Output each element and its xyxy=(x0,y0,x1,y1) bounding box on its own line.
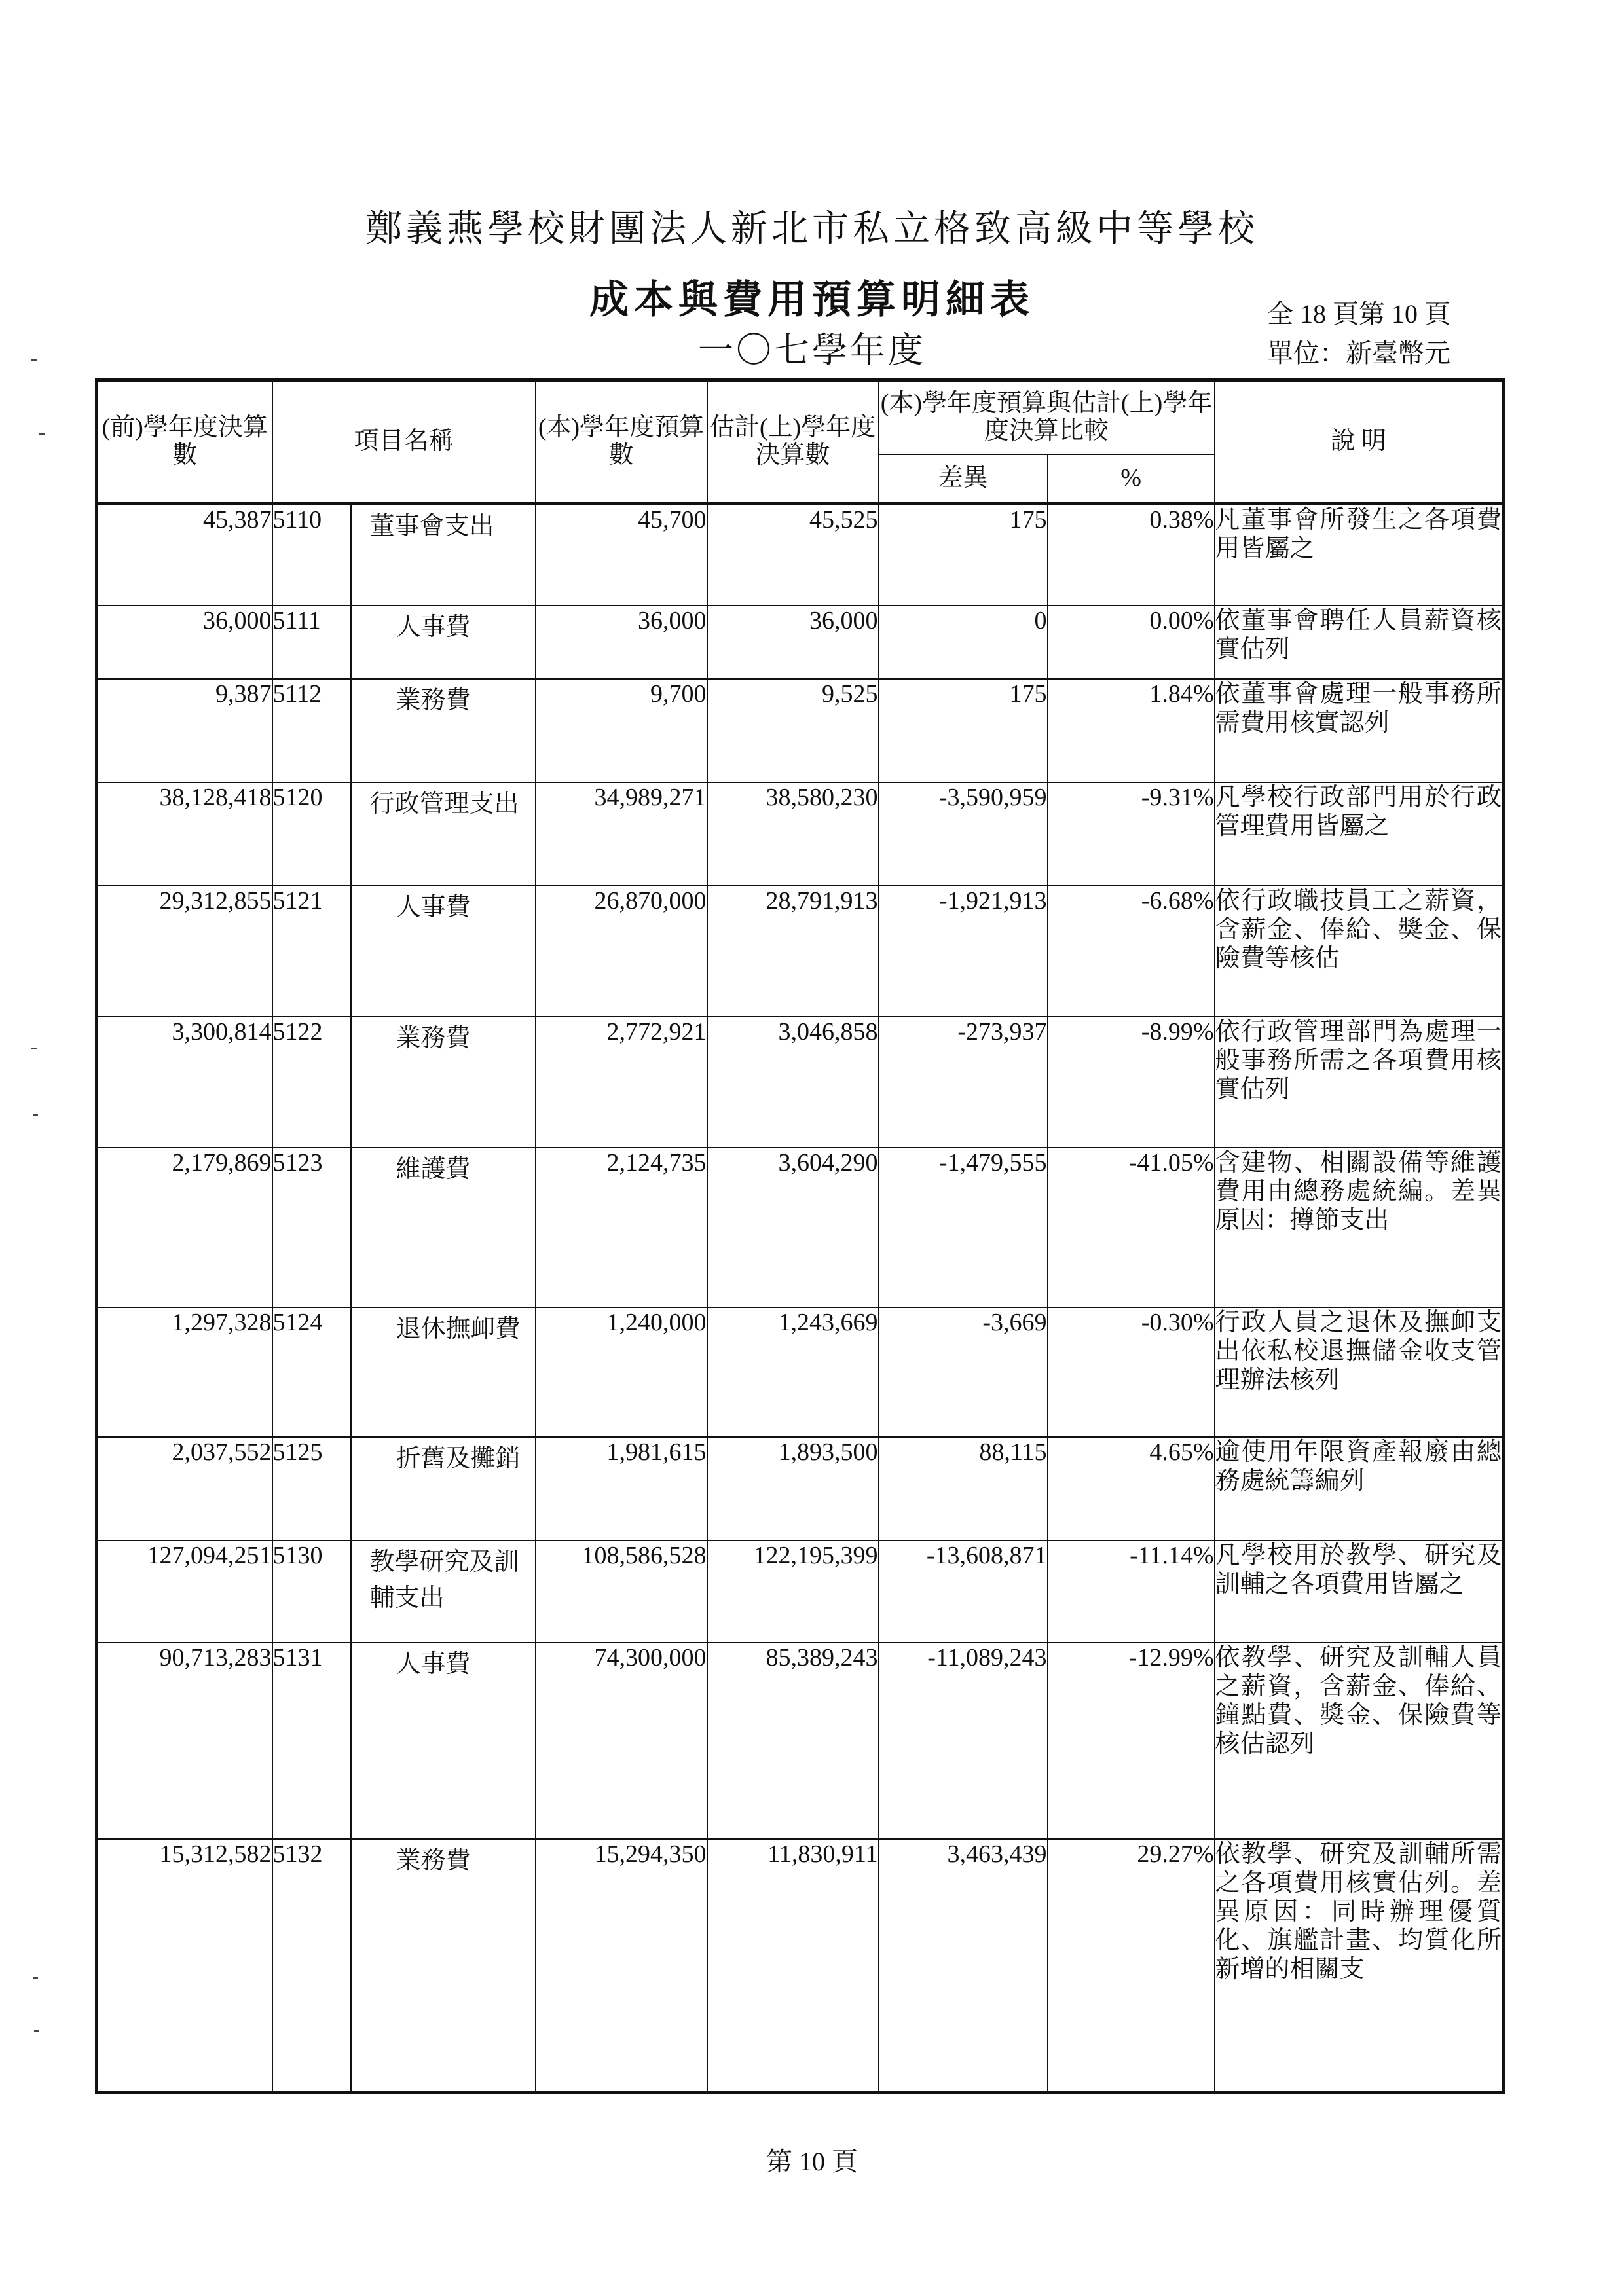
difference-percent: -12.99% xyxy=(1048,1643,1215,1839)
account-code: 5123 xyxy=(272,1148,351,1307)
prev-year-actual: 9,387 xyxy=(97,679,272,782)
scan-mark xyxy=(33,1977,38,1979)
header-difference: 差異 xyxy=(879,454,1048,504)
difference-percent: 0.00% xyxy=(1048,606,1215,679)
difference-percent: -41.05% xyxy=(1048,1148,1215,1307)
explanation: 行政人員之退休及撫卹支出依私校退撫儲金收支管理辦法核列 xyxy=(1215,1307,1504,1437)
table-row xyxy=(97,1148,1504,1307)
explanation: 凡學校行政部門用於行政管理費用皆屬之 xyxy=(1215,782,1504,886)
table-row xyxy=(97,1540,1504,1643)
prev-year-actual: 3,300,814 xyxy=(97,1017,272,1148)
item-name: 人事費 xyxy=(351,606,536,679)
estimated-actual: 85,389,243 xyxy=(707,1643,879,1839)
item-name: 人事費 xyxy=(351,1643,536,1839)
page-info: 全 18 頁第 10 頁 xyxy=(1267,299,1450,329)
table-row xyxy=(97,504,1504,606)
prev-year-actual: 29,312,855 xyxy=(97,886,272,1017)
table-row xyxy=(97,1839,1504,2093)
current-budget: 2,124,735 xyxy=(536,1148,707,1307)
prev-year-actual: 2,037,552 xyxy=(97,1437,272,1540)
difference: -273,937 xyxy=(879,1017,1048,1148)
prev-year-actual: 38,128,418 xyxy=(97,782,272,886)
current-budget: 34,989,271 xyxy=(536,782,707,886)
explanation: 依行政職技員工之薪資，含薪金、俸給、獎金、保險費等核估 xyxy=(1215,886,1504,1017)
table-row xyxy=(97,1307,1504,1437)
difference: -1,921,913 xyxy=(879,886,1048,1017)
current-budget: 15,294,350 xyxy=(536,1839,707,2093)
difference-percent: -11.14% xyxy=(1048,1540,1215,1643)
header-prev-year-actual: (前)學年度決算數 xyxy=(97,380,272,504)
difference-percent: -0.30% xyxy=(1048,1307,1215,1437)
account-code: 5112 xyxy=(272,679,351,782)
account-code: 5120 xyxy=(272,782,351,886)
currency-unit: 單位：新臺幣元 xyxy=(1267,338,1450,368)
difference-percent: -8.99% xyxy=(1048,1017,1215,1148)
estimated-actual: 28,791,913 xyxy=(707,886,879,1017)
estimated-actual: 1,243,669 xyxy=(707,1307,879,1437)
table-row xyxy=(97,606,1504,679)
scan-mark xyxy=(33,1114,38,1116)
account-code: 5122 xyxy=(272,1017,351,1148)
table-row xyxy=(97,886,1504,1017)
difference: 88,115 xyxy=(879,1437,1048,1540)
account-code: 5131 xyxy=(272,1643,351,1839)
explanation: 凡學校用於教學、研究及訓輔之各項費用皆屬之 xyxy=(1215,1540,1504,1643)
estimated-actual: 3,046,858 xyxy=(707,1017,879,1148)
explanation: 依行政管理部門為處理一般事務所需之各項費用核實估列 xyxy=(1215,1017,1504,1148)
prev-year-actual: 15,312,582 xyxy=(97,1839,272,2093)
item-name: 業務費 xyxy=(351,1017,536,1148)
scan-mark xyxy=(34,2030,39,2032)
header-estimated-actual: 估計(上)學年度決算數 xyxy=(707,380,879,504)
organization-name: 鄭義燕學校財團法人新北市私立格致高級中等學校 xyxy=(365,209,1259,249)
header-percent: % xyxy=(1048,454,1215,504)
prev-year-actual: 36,000 xyxy=(97,606,272,679)
report-title: 成本與費用預算明細表 xyxy=(589,278,1035,321)
current-budget: 74,300,000 xyxy=(536,1643,707,1839)
current-budget: 1,240,000 xyxy=(536,1307,707,1437)
prev-year-actual: 1,297,328 xyxy=(97,1307,272,1437)
difference-percent: 1.84% xyxy=(1048,679,1215,782)
account-code: 5124 xyxy=(272,1307,351,1437)
account-code: 5111 xyxy=(272,606,351,679)
estimated-actual: 45,525 xyxy=(707,504,879,606)
current-budget: 108,586,528 xyxy=(536,1540,707,1643)
explanation: 依教學、研究及訓輔人員之薪資，含薪金、俸給、鐘點費、獎金、保險費等核估認列 xyxy=(1215,1643,1504,1839)
estimated-actual: 122,195,399 xyxy=(707,1540,879,1643)
header-comparison: (本)學年度預算與估計(上)學年度決算比較 xyxy=(879,380,1215,455)
estimated-actual: 11,830,911 xyxy=(707,1839,879,2093)
table-row xyxy=(97,782,1504,886)
current-budget: 26,870,000 xyxy=(536,886,707,1017)
account-code: 5132 xyxy=(272,1839,351,2093)
estimated-actual: 3,604,290 xyxy=(707,1148,879,1307)
difference: -13,608,871 xyxy=(879,1540,1048,1643)
explanation: 含建物、相關設備等維護費用由總務處統編。差異原因：撙節支出 xyxy=(1215,1148,1504,1307)
item-name: 董事會支出 xyxy=(351,504,536,606)
current-budget: 1,981,615 xyxy=(536,1437,707,1540)
explanation: 依董事會聘任人員薪資核實估列 xyxy=(1215,606,1504,679)
difference-percent: 29.27% xyxy=(1048,1839,1215,2093)
table-row xyxy=(97,1437,1504,1540)
estimated-actual: 9,525 xyxy=(707,679,879,782)
scan-mark xyxy=(39,433,45,435)
item-name: 行政管理支出 xyxy=(351,782,536,886)
estimated-actual: 36,000 xyxy=(707,606,879,679)
difference-percent: -6.68% xyxy=(1048,886,1215,1017)
table-row xyxy=(97,1017,1504,1148)
prev-year-actual: 127,094,251 xyxy=(97,1540,272,1643)
explanation: 凡董事會所發生之各項費用皆屬之 xyxy=(1215,504,1504,606)
difference: 3,463,439 xyxy=(879,1839,1048,2093)
item-name: 教學研究及訓輔支出 xyxy=(351,1540,536,1643)
difference: -3,669 xyxy=(879,1307,1048,1437)
item-name: 業務費 xyxy=(351,679,536,782)
difference-percent: -9.31% xyxy=(1048,782,1215,886)
item-name: 業務費 xyxy=(351,1839,536,2093)
header-item-name: 項目名稱 xyxy=(272,380,536,504)
item-name: 維護費 xyxy=(351,1148,536,1307)
account-code: 5130 xyxy=(272,1540,351,1643)
item-name: 人事費 xyxy=(351,886,536,1017)
difference-percent: 4.65% xyxy=(1048,1437,1215,1540)
page-footer: 第 10 頁 xyxy=(766,2147,858,2176)
current-budget: 45,700 xyxy=(536,504,707,606)
estimated-actual: 38,580,230 xyxy=(707,782,879,886)
account-code: 5121 xyxy=(272,886,351,1017)
academic-year: 一〇七學年度 xyxy=(698,331,926,370)
header-note: 說 明 xyxy=(1215,380,1504,504)
scan-mark xyxy=(31,359,37,361)
prev-year-actual: 2,179,869 xyxy=(97,1148,272,1307)
scan-mark xyxy=(31,1048,37,1049)
table-row xyxy=(97,679,1504,782)
difference: -1,479,555 xyxy=(879,1148,1048,1307)
budget-table xyxy=(95,378,1505,2094)
difference: 0 xyxy=(879,606,1048,679)
current-budget: 2,772,921 xyxy=(536,1017,707,1148)
estimated-actual: 1,893,500 xyxy=(707,1437,879,1540)
account-code: 5125 xyxy=(272,1437,351,1540)
explanation: 依教學、研究及訓輔所需之各項費用核實估列。差異原因：同時辦理優質化、旗艦計畫、均質化所新增的相關支 xyxy=(1215,1839,1504,2093)
explanation: 逾使用年限資產報廢由總務處統籌編列 xyxy=(1215,1437,1504,1540)
difference: -3,590,959 xyxy=(879,782,1048,886)
header-current-budget: (本)學年度預算數 xyxy=(536,380,707,504)
prev-year-actual: 45,387 xyxy=(97,504,272,606)
item-name: 折舊及攤銷 xyxy=(351,1437,536,1540)
explanation: 依董事會處理一般事務所需費用核實認列 xyxy=(1215,679,1504,782)
account-code: 5110 xyxy=(272,504,351,606)
current-budget: 9,700 xyxy=(536,679,707,782)
difference: 175 xyxy=(879,679,1048,782)
difference-percent: 0.38% xyxy=(1048,504,1215,606)
prev-year-actual: 90,713,283 xyxy=(97,1643,272,1839)
item-name: 退休撫卹費 xyxy=(351,1307,536,1437)
table-row xyxy=(97,1643,1504,1839)
difference: 175 xyxy=(879,504,1048,606)
difference: -11,089,243 xyxy=(879,1643,1048,1839)
current-budget: 36,000 xyxy=(536,606,707,679)
